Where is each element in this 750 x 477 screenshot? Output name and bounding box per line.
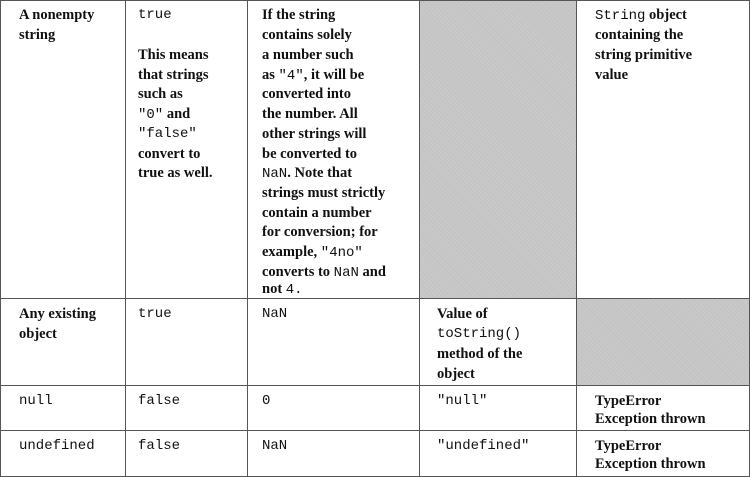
col-divider-3 xyxy=(419,0,420,477)
row1-note-code-0: "0" xyxy=(138,107,164,123)
row2-type-line2: object xyxy=(19,326,57,342)
row1-number-line8: be converted to xyxy=(262,146,358,162)
inline-code: NaN xyxy=(333,265,359,281)
row2-string-line4: object xyxy=(437,366,475,382)
col-divider-1 xyxy=(125,0,126,477)
row1-number-line2: contains solely xyxy=(262,27,352,43)
row1-boolean-note-5: "false" xyxy=(138,126,197,142)
row1-number-line10: strings must strictly xyxy=(262,185,386,201)
row3-boolean-value: false xyxy=(138,393,181,409)
inline-text: converts to xyxy=(262,264,334,280)
row4-object-line2: Exception thrown xyxy=(595,456,706,472)
row2-number-value: NaN xyxy=(262,306,288,322)
inline-text: as xyxy=(262,67,279,83)
inline-text: object xyxy=(645,7,687,23)
inline-text: example, xyxy=(262,244,321,260)
inline-code: String xyxy=(595,8,646,24)
shaded-cell-row1-col4 xyxy=(420,1,576,298)
row1-number-line6: the number. All xyxy=(262,106,358,122)
row1-number-line15 xyxy=(262,280,303,301)
inline-text: not xyxy=(262,281,286,297)
row1-number-line13 xyxy=(262,243,363,264)
row1-note-and: and xyxy=(163,106,191,122)
row1-boolean-note-3: such as xyxy=(138,86,183,102)
row1-boolean-note-2: that strings xyxy=(138,67,209,83)
row1-boolean-note-7: true as well. xyxy=(138,165,213,181)
row-divider-1 xyxy=(0,298,750,299)
row4-string-value: "undefined" xyxy=(437,438,530,454)
row1-object-line4: value xyxy=(595,67,629,83)
inline-code: "4" xyxy=(278,68,304,84)
inline-code: NaN xyxy=(262,166,288,182)
col-divider-2 xyxy=(247,0,248,477)
inline-text: , it will be xyxy=(303,67,365,83)
row3-object-line1: TypeError xyxy=(595,393,662,409)
row-divider-2 xyxy=(0,385,750,386)
row1-object-line1 xyxy=(595,6,687,27)
row4-object-line1: TypeError xyxy=(595,438,662,454)
row1-boolean-note-6: convert to xyxy=(138,146,201,162)
row4-number-value: NaN xyxy=(262,438,288,454)
row3-type: null xyxy=(19,393,53,409)
inline-code: "4no" xyxy=(320,245,363,261)
table-border-top xyxy=(0,0,750,1)
row1-number-line4 xyxy=(262,66,364,87)
inline-text: and xyxy=(358,264,386,280)
row1-number-line3: a number such xyxy=(262,47,354,63)
row1-boolean-note-1: This means xyxy=(138,47,209,63)
inline-code: 4. xyxy=(285,282,303,298)
row1-type-line2: string xyxy=(19,27,56,43)
row-divider-3 xyxy=(0,430,750,431)
inline-text: . Note that xyxy=(287,165,353,181)
col-divider-4 xyxy=(576,0,577,477)
row2-string-line3: method of the xyxy=(437,346,523,362)
row1-boolean-value: true xyxy=(138,7,172,23)
row1-number-line5: converted into xyxy=(262,86,351,102)
row1-object-line3: string primitive xyxy=(595,47,693,63)
row1-object-line2: containing the xyxy=(595,27,684,43)
row2-string-line1: Value of xyxy=(437,306,488,322)
shaded-cell-row2-col5 xyxy=(577,299,750,385)
row2-boolean-value: true xyxy=(138,306,172,322)
row3-object-line2: Exception thrown xyxy=(595,411,706,427)
row2-string-line2: toString() xyxy=(437,326,522,342)
row3-string-value: "null" xyxy=(437,393,488,409)
table-border-left xyxy=(0,0,1,477)
row2-type-line1: Any existing xyxy=(19,306,96,322)
row1-number-line7: other strings will xyxy=(262,126,367,142)
row4-boolean-value: false xyxy=(138,438,181,454)
row1-number-line9 xyxy=(262,164,352,185)
row1-number-line12: for conversion; for xyxy=(262,224,378,240)
row1-boolean-note-4 xyxy=(138,105,190,126)
row1-number-line1: If the string xyxy=(262,7,336,23)
row1-type-line1: A nonempty xyxy=(19,7,95,23)
row3-number-value: 0 xyxy=(262,393,271,409)
row1-number-line11: contain a number xyxy=(262,205,372,221)
row4-type: undefined xyxy=(19,438,95,454)
